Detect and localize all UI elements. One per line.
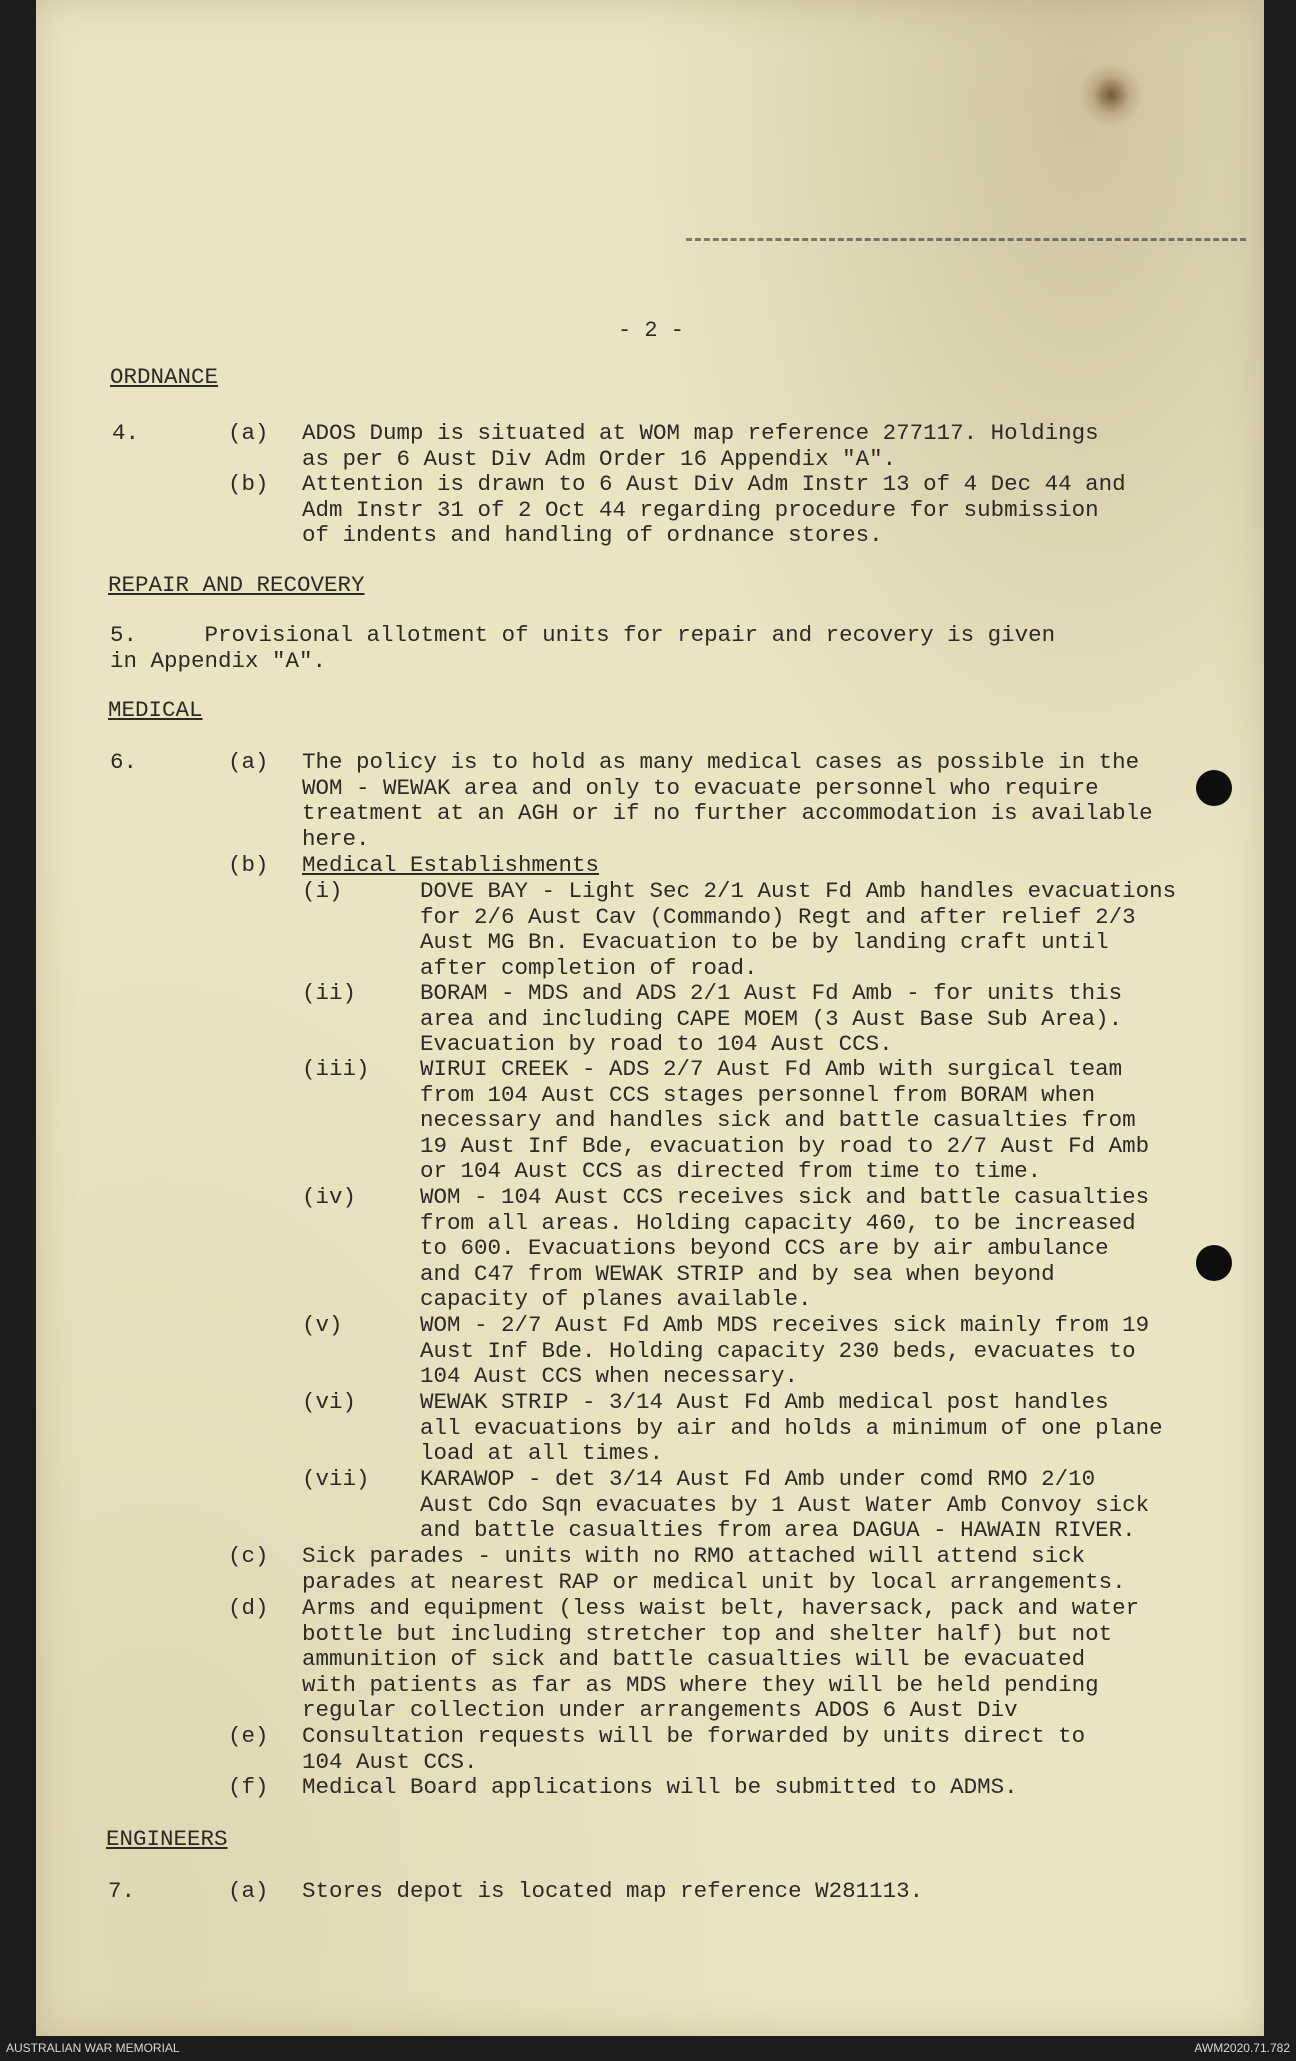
engineers-a-text: Stores depot is located map reference W281113. (302, 1878, 924, 1904)
establishment-number: (v) (302, 1312, 343, 1338)
heading-ordnance: ORDNANCE (110, 364, 219, 390)
ordnance-b-text: Attention is drawn to 6 Aust Div Adm Instr 13 of 4 Dec 44 and Adm Instr 31 of 2 Oct 44 regarding procedure for submission of indents and handling of ordnance stores. (302, 471, 1126, 548)
medical-establishments-heading: Medical Establishments (302, 852, 600, 878)
establishment-text: BORAM - MDS and ADS 2/1 Aust Fd Amb - for units this area and including CAPE MOEM (3 Aust Base Sub Area). Evacuation by road to 104 Aust CCS. (420, 980, 1123, 1057)
establishment-text: WOM - 2/7 Aust Fd Amb MDS receives sick mainly from 19 Aust Inf Bde. Holding capacity 230 beds, evacuates to 104 Aust CCS when necessary. (420, 1312, 1150, 1389)
establishment-number: (vii) (302, 1466, 370, 1492)
punch-hole (1196, 1245, 1232, 1281)
establishment-number: (i) (302, 878, 343, 904)
item-label: (a) (228, 1878, 269, 1904)
item-label: (c) (228, 1543, 269, 1569)
footer-source: AUSTRALIAN WAR MEMORIAL (6, 2041, 180, 2055)
medical-c-text: Sick parades - units with no RMO attached will attend sick parades at nearest RAP or medical unit by local arrangements. (302, 1543, 1126, 1595)
item-label: (e) (228, 1723, 269, 1749)
establishment-text: WIRUI CREEK - ADS 2/7 Aust Fd Amb with surgical team from 104 Aust CCS stages personnel from BORAM when necessary and handles sick and battle casualties from 19 Aust Inf Bde, evacuation by road to 2/7 Aust Fd Amb or 104 Aust CCS as directed from time to time. (420, 1056, 1150, 1184)
torn-edge-line (686, 238, 1246, 244)
repair-text: 5. Provisional allotment of units for repair and recovery is given in Appendix "A". (110, 622, 1056, 674)
establishment-number: (iii) (302, 1056, 370, 1082)
item-label: (a) (228, 420, 269, 446)
para-number-7: 7. (108, 1878, 136, 1904)
punch-hole (1196, 770, 1232, 806)
medical-e-text: Consultation requests will be forwarded by units direct to 104 Aust CCS. (302, 1723, 1086, 1775)
heading-engineers: ENGINEERS (106, 1826, 228, 1852)
medical-d-text: Arms and equipment (less waist belt, haversack, pack and water bottle but including stretcher top and shelter half) but not ammunition of sick and battle casualties will be evacuated with patients as far as MDS where they will be held pending regular collection under arrangements ADOS 6 Aust Div (302, 1595, 1140, 1723)
establishment-number: (iv) (302, 1184, 357, 1210)
medical-f-text: Medical Board applications will be submitted to ADMS. (302, 1774, 1018, 1800)
medical-a-text: The policy is to hold as many medical cases as possible in the WOM - WEWAK area and only to evacuate personnel who require treatment at an AGH or if no further accommodation is available here. (302, 749, 1153, 852)
paper-stain (1081, 60, 1141, 130)
item-label: (a) (228, 749, 269, 775)
para-number-4: 4. (112, 420, 140, 446)
establishment-text: WEWAK STRIP - 3/14 Aust Fd Amb medical post handles all evacuations by air and holds a minimum of one plane load at all times. (420, 1389, 1163, 1466)
heading-medical: MEDICAL (108, 697, 203, 723)
establishment-text: WOM - 104 Aust CCS receives sick and battle casualties from all areas. Holding capacity 460, to be increased to 600. Evacuations beyond CCS are by air ambulance and C47 from WEWAK STRIP and by sea when beyond capacity of planes available. (420, 1184, 1150, 1312)
establishment-text: DOVE BAY - Light Sec 2/1 Aust Fd Amb handles evacuations for 2/6 Aust Cav (Commando) Regt and after relief 2/3 Aust MG Bn. Evacuation to be by landing craft until after completion of road. (420, 878, 1177, 981)
page-number: - 2 - (618, 318, 685, 343)
para-number-6: 6. (110, 749, 138, 775)
establishment-number: (vi) (302, 1389, 357, 1415)
heading-repair-recovery: REPAIR AND RECOVERY (108, 572, 365, 598)
footer-reference: AWM2020.71.782 (1194, 2041, 1290, 2055)
item-label: (d) (228, 1595, 269, 1621)
ordnance-a-text: ADOS Dump is situated at WOM map reference 277117. Holdings as per 6 Aust Div Adm Order 16 Appendix "A". (302, 420, 1099, 472)
establishment-text: KARAWOP - det 3/14 Aust Fd Amb under comd RMO 2/10 Aust Cdo Sqn evacuates by 1 Aust Water Amb Convoy sick and battle casualties from area DAGUA - HAWAIN RIVER. (420, 1466, 1150, 1543)
item-label: (b) (228, 471, 269, 497)
item-label: (f) (228, 1774, 269, 1800)
item-label: (b) (228, 852, 269, 878)
establishment-number: (ii) (302, 980, 357, 1006)
